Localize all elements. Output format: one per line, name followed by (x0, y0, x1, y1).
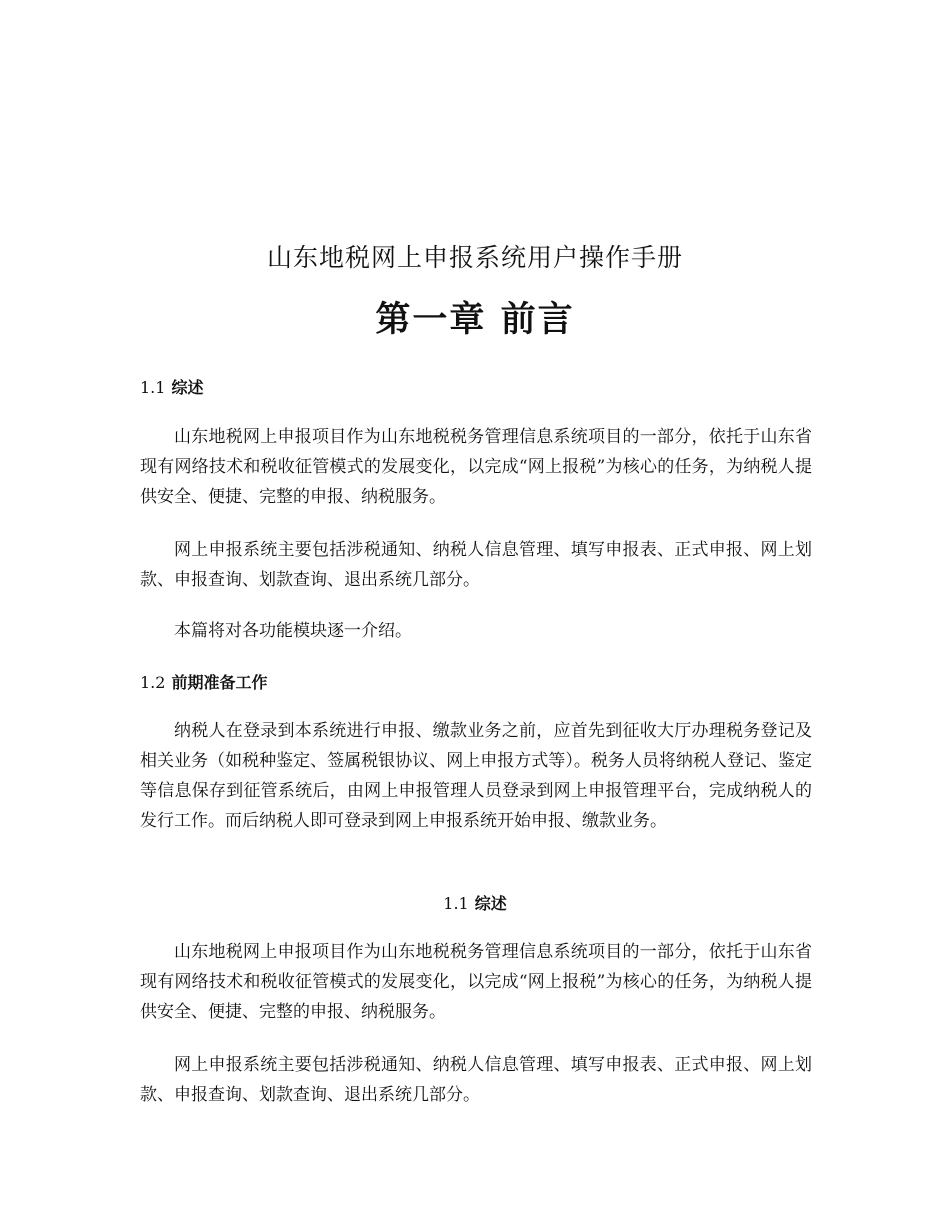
paragraph: 本篇将对各功能模块逐一介绍。 (174, 621, 412, 641)
section-number: 1.1 (443, 894, 469, 913)
section-number: 1.1 (140, 378, 166, 397)
section-number: 1.2 (140, 673, 166, 692)
section-heading (140, 375, 203, 398)
section-title: 综述 (171, 378, 204, 397)
section-heading (140, 670, 267, 693)
document-title: 山东地税网上申报系统用户操作手册 (266, 243, 683, 272)
paragraph: 山东地税网上申报项目作为山东地税税务管理信息系统项目的一部分，依托于山东省现有网络技术和税收征管模式的发展变化，以完成“网上报税”为核心的任务，为纳税人提供安全、便捷、完整的申报、纳税服务。 (140, 942, 812, 1022)
section-title: 综述 (474, 894, 507, 913)
paragraph: 网上申报系统主要包括涉税通知、纳税人信息管理、填写申报表、正式申报、网上划款、申报查询、划款查询、退出系统几部分。 (140, 1055, 812, 1105)
paragraph: 网上申报系统主要包括涉税通知、纳税人信息管理、填写申报表、正式申报、网上划款、申报查询、划款查询、退出系统几部分。 (140, 540, 812, 590)
paragraph: 纳税人在登录到本系统进行申报、缴款业务之前，应首先到征收大厅办理税务登记及相关业务（如税种鉴定、签属税银协议、网上申报方式等）。税务人员将纳税人登记、鉴定等信息保存到征管系统后，由网上申报管理人员登录到网上申报管理平台，完成纳税人的发行工作。而后纳税人即可登录到网上申报系统开始申报、缴款业务。 (140, 721, 812, 831)
section-title: 前期准备工作 (171, 673, 268, 692)
paragraph: 山东地税网上申报项目作为山东地税税务管理信息系统项目的一部分，依托于山东省现有网络技术和税收征管模式的发展变化，以完成“网上报税”为核心的任务，为纳税人提供安全、便捷、完整的申报、纳税服务。 (140, 427, 812, 507)
chapter-title: 第一章 前言 (375, 300, 575, 340)
section-heading (0, 891, 950, 914)
